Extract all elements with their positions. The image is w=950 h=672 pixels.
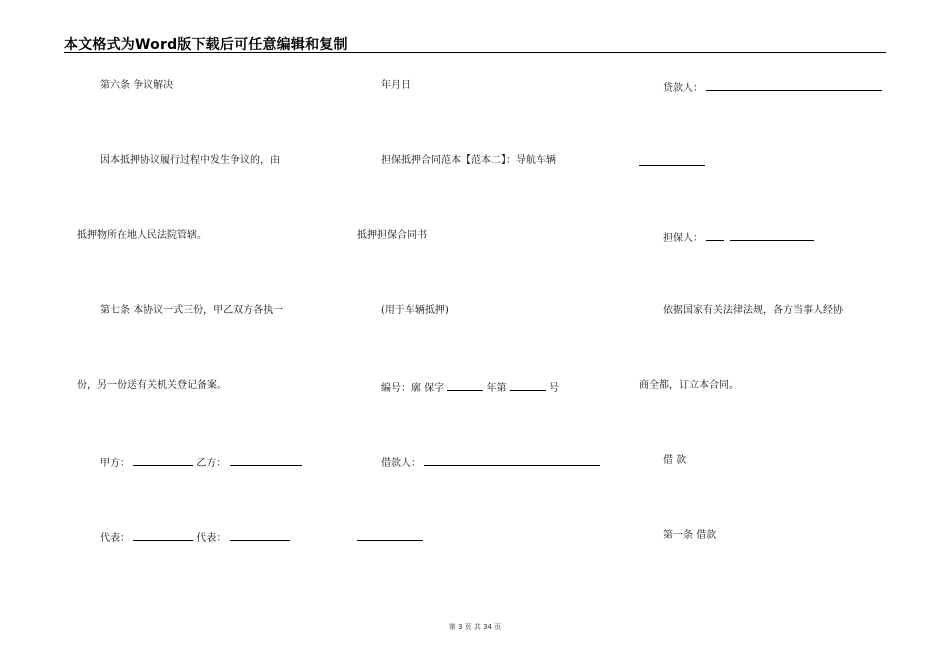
lender-row <box>663 79 882 96</box>
contract-sample-title: 担保抵押合同范本【范本二】：导航车辆 <box>381 155 556 166</box>
guarantor-label: 担保人： <box>663 233 703 244</box>
contract-purpose: (用于车辆抵押) <box>381 305 449 316</box>
contract-name: 抵押担保合同书 <box>357 230 427 241</box>
borrower-label: 借款人： <box>381 458 421 469</box>
rep-b-label: 代表： <box>196 533 227 544</box>
middle-blank <box>357 529 423 541</box>
right-blank-row <box>639 154 705 171</box>
page-number: 第 3 页 共 34 页 <box>448 623 502 631</box>
rep-b-blank <box>230 529 290 541</box>
preamble-line2: 商全都，订立本合同。 <box>639 380 739 391</box>
right-blank <box>639 154 705 166</box>
article-one-title: 第一条 借款 <box>663 530 717 541</box>
guarantor-blank-2 <box>730 229 814 241</box>
party-a-label: 甲方： <box>100 458 130 469</box>
number-suffix: 号 <box>548 383 559 394</box>
lender-blank <box>706 79 882 91</box>
dispute-text-line2: 抵押物所在地人民法院管辖。 <box>77 230 207 241</box>
date-line: 年月日 <box>381 80 411 91</box>
number-label: 编号：廓 保字 <box>381 383 445 394</box>
article-seven-line1: 第七条 本协议一式三份，甲乙双方各执一 <box>100 305 284 316</box>
borrower-blank <box>424 454 600 466</box>
dispute-text-line1: 因本抵押协议履行过程中发生争议的，由 <box>100 155 280 166</box>
document-header: 本文格式为Word版下载后可任意编辑和复制 <box>64 37 348 53</box>
article-six-title: 第六条 争议解决 <box>100 80 174 91</box>
contract-number-row <box>381 379 559 396</box>
number-year: 年第 <box>486 383 507 394</box>
middle-blank-row <box>357 529 423 546</box>
rep-a-label: 代表： <box>100 533 130 544</box>
party-b-blank <box>230 454 302 466</box>
guarantor-blank-1 <box>706 229 724 241</box>
number-blank-1 <box>447 379 483 391</box>
representative-row <box>100 529 290 546</box>
number-blank-2 <box>510 379 546 391</box>
header-rule <box>64 52 886 53</box>
guarantor-row <box>663 229 814 246</box>
party-signature-row <box>100 454 302 471</box>
party-a-blank <box>133 454 193 466</box>
lender-label: 贷款人： <box>663 83 703 94</box>
preamble-line1: 依据国家有关法律法规，各方当事人经协 <box>663 305 843 316</box>
rep-a-blank <box>133 529 193 541</box>
party-b-label: 乙方： <box>196 458 227 469</box>
article-seven-line2: 份，另一份送有关机关登记备案。 <box>77 380 227 391</box>
loan-section-title: 借 款 <box>663 455 687 466</box>
borrower-row <box>381 454 600 471</box>
